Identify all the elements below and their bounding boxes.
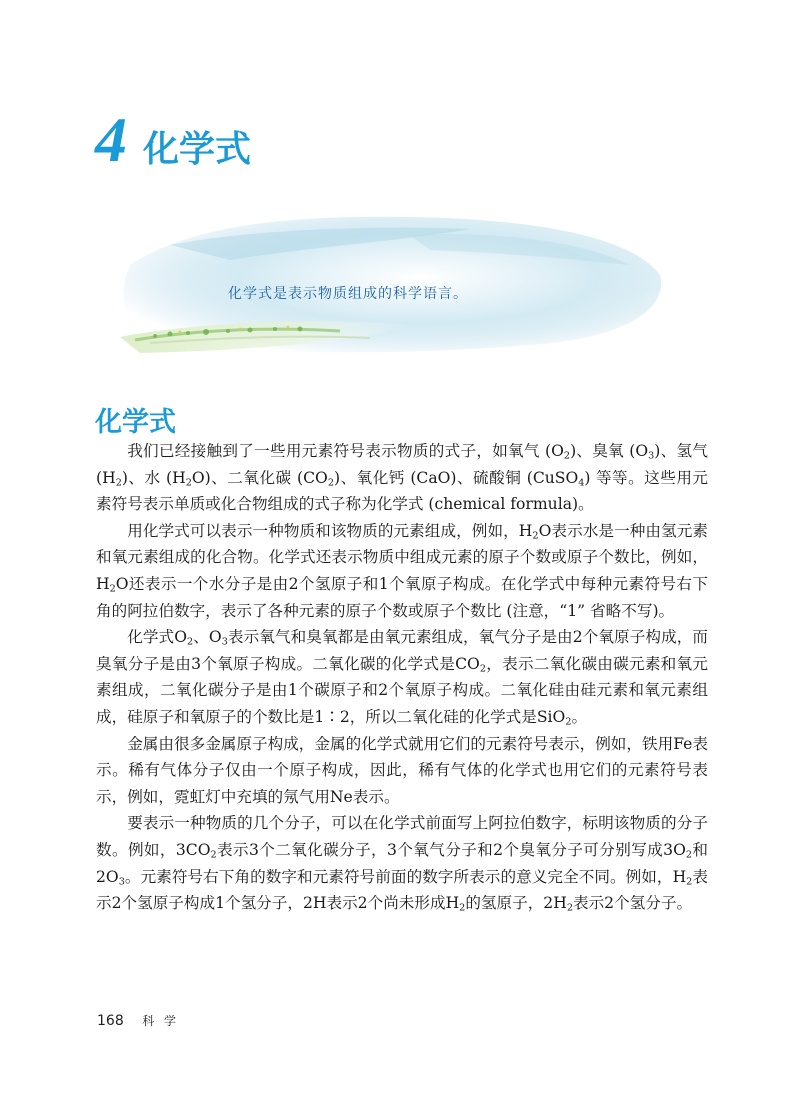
subject-label: 科 学 (142, 1014, 180, 1028)
subscript: 2 (563, 450, 571, 462)
subscript: 2 (187, 636, 194, 648)
subscript: 3 (648, 450, 655, 462)
subscript: 2 (185, 477, 192, 488)
subscript: 2 (210, 849, 217, 861)
subscript: 2 (532, 530, 539, 542)
subscript: 3 (221, 636, 228, 648)
body-paragraph: 化学式$O_2$、$O_3$表示氧气和臭氧都是由氧元素组成，氧气分子是由2个氧原子构成，而臭氧分子是由3个氧原子构成。二氧化碳的化学式是$CO_2$，表示二氧化碳由碳元素和氧元素组成，二氧化碳分子是由1个碳原子和2个氧原子构成。二氧化硅由硅元素和氧元素组成，硅原子和氧原子的个数比是1∶2，所以二氧化硅的化学式是SiO$_2$。 (96, 628, 709, 728)
subscript: 2 (109, 583, 116, 595)
intro-banner (110, 205, 670, 375)
subscript: 2 (459, 902, 466, 914)
body-paragraph: 用化学式可以表示一种物质和该物质的元素组成，例如，$H_2O$表示水是一种由氢元素和氧元素组成的化合物。化学式还表示物质中组成元素的原子个数或原子个数比，例如，$H_2O$还表示一个水分子是由2个氢原子和1个氧原子构成。在化学式中每种元素符号右下角的阿拉伯数字，表示了各种元素的原子个数或原子个数比 (注意，“1” 省略不写)。 (96, 521, 708, 620)
body-paragraph: 金属由很多金属原子构成，金属的化学式就用它们的元素符号表示，例如，铁用Fe表示。稀有气体分子仅由一个原子构成，因此，稀有气体的化学式也用它们的元素符号表示，例如，霓虹灯中充填的氖气用Ne表示。 (96, 734, 708, 806)
section-title: 化学式 (95, 407, 176, 438)
banner-caption: 化学式是表示物质组成的科学语言。 (228, 286, 468, 302)
body-paragraph: 我们已经接触到了一些用元素符号表示物质的式子，如氧气 $(O_2)$、臭氧 $(O_3)$、氢气 $(H_2)$、水 $(H_2O)$、二氧化碳 $(CO_2)$、氧化钙 (CaO)、硫酸铜 (CuSO$_4$) 等等。这些用元素符号表示单质或化合物组成的式子称为化学式 (chemical formula)。 (96, 442, 709, 514)
subscript: 4 (578, 477, 585, 488)
subscript: 2 (115, 477, 122, 488)
subscript: 2 (327, 477, 334, 488)
page-footer (97, 1012, 179, 1029)
subscript: 3 (118, 875, 125, 887)
chapter-title: 化学式 (143, 129, 252, 170)
subscript: 2 (685, 849, 693, 861)
subscript: 2 (566, 902, 573, 914)
subscript: 2 (479, 663, 486, 675)
subscript: 2 (565, 716, 572, 728)
body-text (96, 438, 708, 917)
page-number: 168 (97, 1013, 124, 1029)
subscript: 2 (686, 875, 693, 887)
chapter-number: 4 (95, 104, 127, 175)
body-paragraph: 要表示一种物质的几个分子，可以在化学式前面写上阿拉伯数字，标明该物质的分子数。例如，$3CO_2$表示3个二氧化碳分子，3个氧气分子和2个臭氧分子可分别写成$3O_2$和$2O_3$。元素符号右下角的数字和元素符号前面的数字所表示的意义完全不同。例如，$H_2$表示2个氢原子构成1个氢分子，2H表示2个尚未形成$H_2$的氢原子，$2H_2$表示2个氢分子。 (96, 814, 708, 914)
chapter-heading (95, 104, 252, 175)
